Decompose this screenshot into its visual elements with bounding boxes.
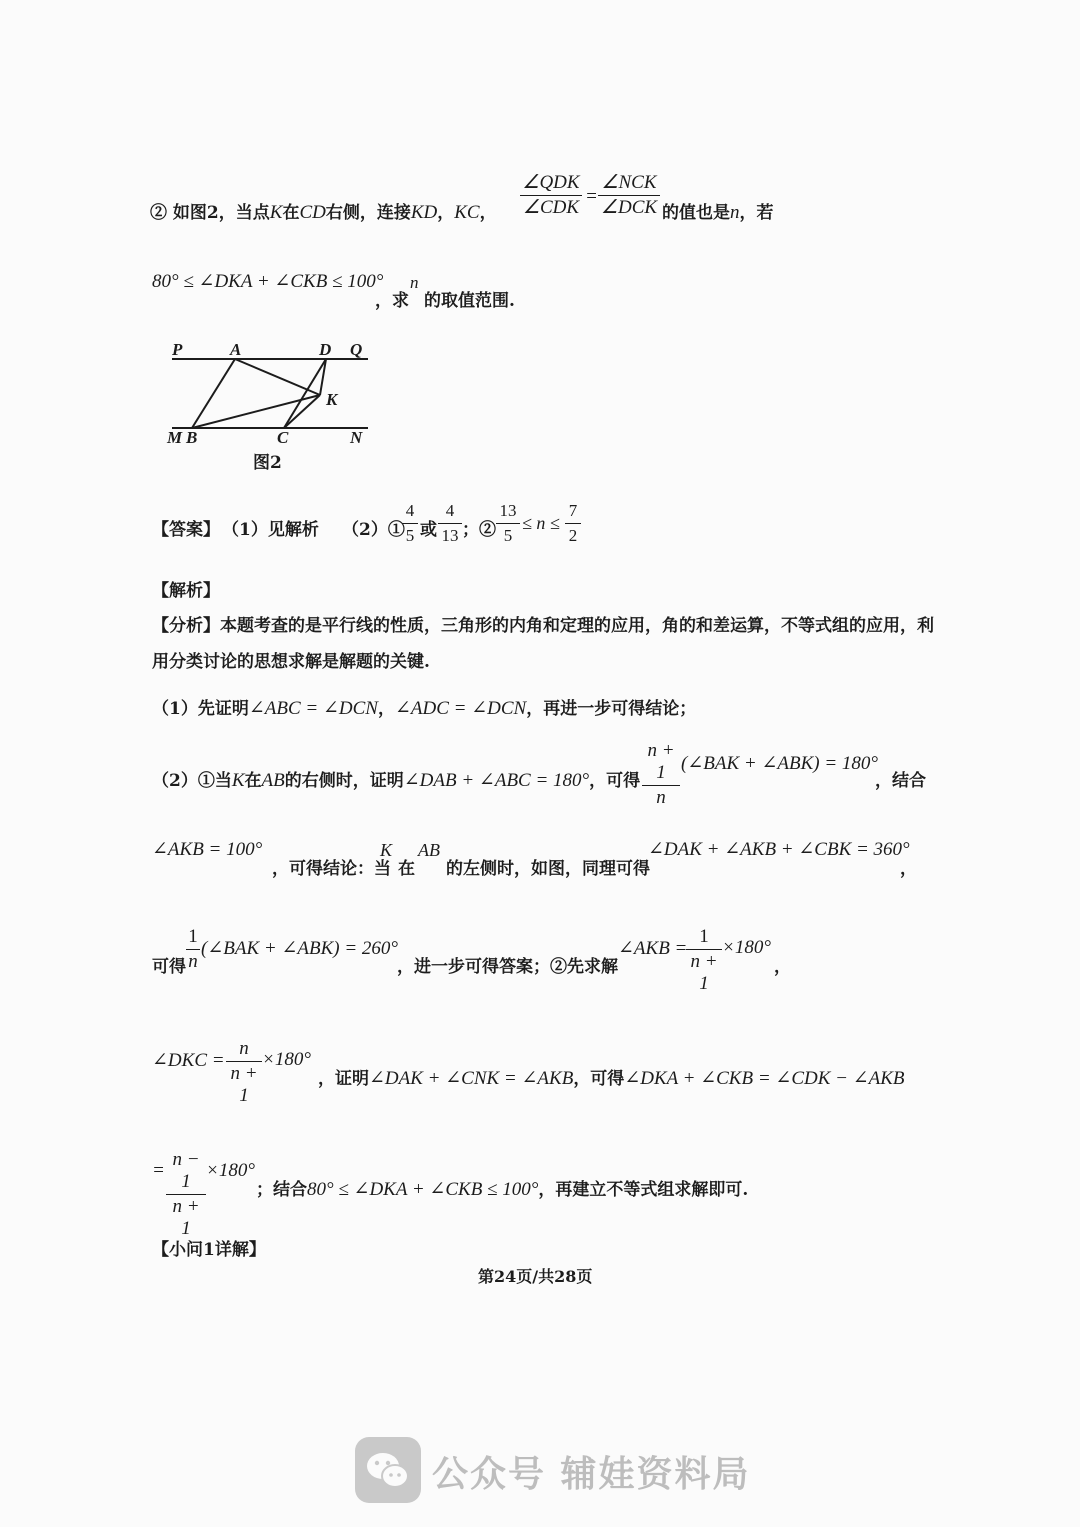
label-c: C (277, 428, 289, 447)
watermark-text: 公众号 辅娃资料局 (432, 1454, 751, 1495)
step-6-rhs: ×180° (206, 1160, 255, 1181)
equals-sign: = (585, 186, 598, 207)
step-3-zai: 在 (398, 859, 415, 879)
fraction-n-minus-1-over-n-plus-1: n − 1 n + 1 (166, 1149, 206, 1240)
step-4-comma: ， (774, 957, 791, 977)
label-b: B (186, 428, 198, 447)
step-2-end: ，结合 (875, 771, 926, 791)
step-6-text: ；结合80° ≤ ∠DKA + ∠CKB ≤ 100°，再建立不等式组求解即可. (256, 1179, 749, 1200)
step-3-ab: AB (418, 840, 440, 860)
step-3-k: K (380, 840, 393, 860)
label-n: N (350, 428, 363, 447)
step-3-comma: ， (900, 859, 917, 879)
fraction-n-over-n-plus-1: n n + 1 (226, 1038, 262, 1107)
step-4-lhs: ∠AKB = (618, 938, 688, 959)
label-k: K (326, 390, 338, 409)
step-3-text-2: 的左侧时，如图，同理可得 (446, 859, 650, 879)
label-a: A (230, 340, 242, 359)
fraction-4-13: 4 13 (438, 500, 462, 547)
step-4-mid: ，进一步可得答案；②先求解 (397, 957, 618, 977)
step-4-expression: (∠BAK + ∠ABK) = 260° (201, 938, 399, 959)
problem-line-2-end: 的取值范围. (424, 291, 515, 311)
step-5-text: ，证明∠DAK + ∠CNK = ∠AKB，可得∠DKA + ∠CKB = ∠CDK − ∠AKB (318, 1068, 905, 1089)
step-4-rhs: ×180° (722, 937, 771, 958)
figure-caption: 图2 (253, 453, 282, 473)
answer-part-1: （1）见解析 (222, 520, 319, 540)
wechat-icon (355, 1437, 421, 1503)
step-3-eq-2: ∠DAK + ∠AKB + ∠CBK = 360° (648, 839, 910, 860)
fraction-1-over-n: 1 n (186, 926, 200, 973)
step-2: （2）①当K在AB的右侧时，证明∠DAB + ∠ABC = 180°，可得 (152, 770, 641, 791)
answer-or: 或 (420, 520, 437, 540)
analysis-tag: 【解析】 (152, 581, 220, 601)
fraction-4-5: 4 5 (402, 500, 418, 547)
step-6-eq: = (152, 1160, 165, 1181)
step-4-prefix: 可得 (152, 957, 186, 977)
step-5-lhs: ∠DKC = (152, 1050, 225, 1071)
step-3-text-1: ，可得结论：当 (272, 859, 391, 879)
variable-n: n (410, 273, 419, 292)
problem-line-1-end: 的值也是n，若 (662, 202, 774, 223)
fraction-1-over-n-plus-1: 1 n + 1 (686, 926, 722, 995)
step-3-eq: ∠AKB = 100° (152, 839, 263, 860)
step-2-expression: (∠BAK + ∠ABK) = 180° (681, 753, 879, 774)
sub-question-detail-tag: 【小问1详解】 (152, 1240, 266, 1260)
inequality-condition: 80° ≤ ∠DKA + ∠CKB ≤ 100° (152, 271, 384, 292)
fraction-n-plus-1-over-n: n + 1 n (642, 740, 680, 809)
fraction-13-5: 13 5 (496, 500, 520, 547)
label-m: M (167, 428, 183, 447)
answer-tag: 【答案】 (152, 520, 220, 540)
fraction-nck-dck: ∠NCK ∠DCK (598, 172, 660, 219)
page-footer: 第24页/共28页 (478, 1267, 593, 1286)
answer-separator: ；② (462, 520, 496, 540)
label-p: P (172, 340, 183, 359)
label-q: Q (350, 340, 363, 359)
answer-part-2-prefix: （2）① (342, 520, 405, 540)
answer-inequality: ≤ n ≤ (522, 513, 560, 533)
fraction-7-2: 7 2 (565, 500, 581, 547)
fraction-qdk-cdk: ∠QDK ∠CDK (520, 172, 582, 219)
label-d: D (319, 340, 332, 359)
analysis-line-2: 用分类讨论的思想求解是解题的关键. (152, 652, 430, 672)
step-5-rhs: ×180° (262, 1049, 311, 1070)
problem-line-2-text: ，求 (375, 291, 409, 311)
problem-line-1: ② 如图2，当点K在CD右侧，连接KD，KC， (150, 202, 497, 223)
analysis-line-1: 【分析】本题考查的是平行线的性质，三角形的内角和定理的应用，角的和差运算，不等式组的应用，利 (152, 616, 934, 636)
step-1: （1）先证明∠ABC = ∠DCN，∠ADC = ∠DCN，再进一步可得结论； (152, 698, 697, 719)
